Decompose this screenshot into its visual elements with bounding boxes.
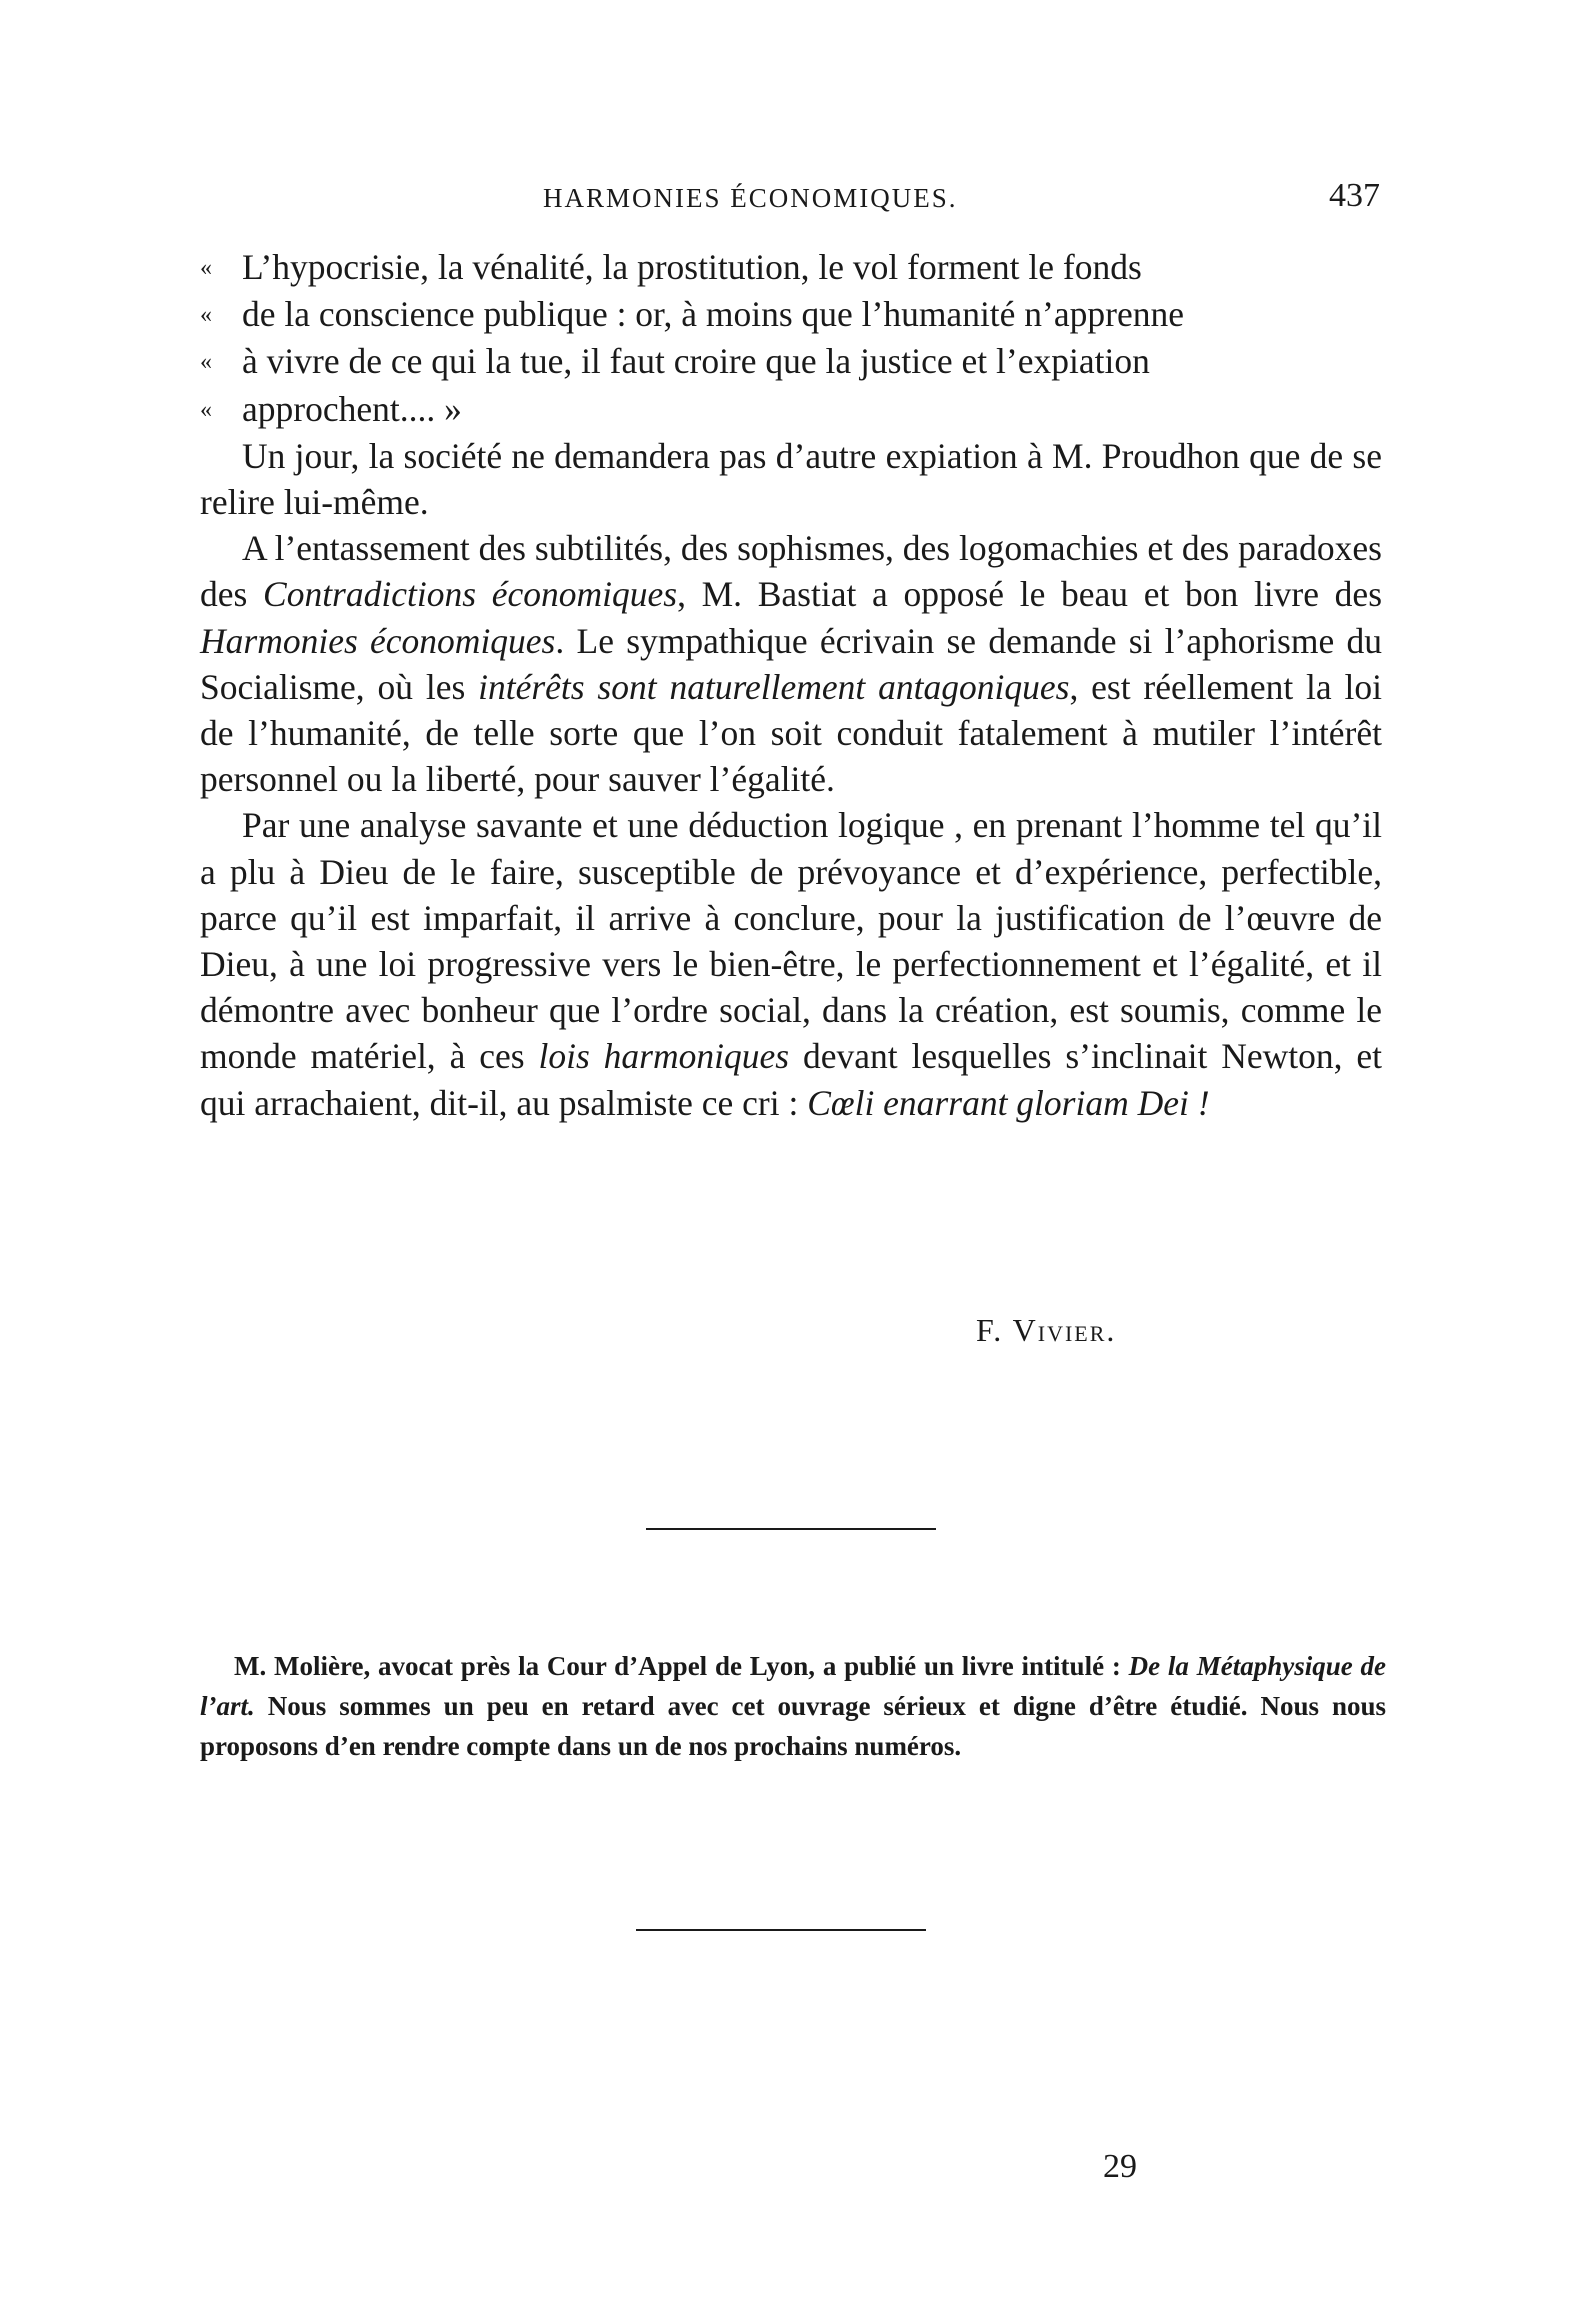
- book-title-metaphysique: De la Métaphysique de l’art.: [200, 1651, 1386, 1721]
- quote-mark: «: [200, 349, 212, 376]
- main-text: [200, 244, 1382, 1126]
- section-divider: [646, 1528, 936, 1530]
- quote-line: « à vivre de ce qui la tue, il faut croire que la justice et l’expiation: [200, 338, 1382, 385]
- paragraph-2: A l’entassement des subtilités, des sophismes, des logomachies et des paradoxes des Contradictions économiques, M. Bastiat a opposé le beau et bon livre des Harmonies économiques. Le sympathique écrivain se demande si l’aphorisme du Socialisme, où les intérêts sont naturellement antagoniques, est réellement la loi de l’humanité, de telle sorte que l’on soit conduit fatalement à mutiler l’intérêt personnel ou la liberté, pour sauver l’égalité.: [200, 528, 1383, 800]
- paragraph-3: Par une analyse savante et une déduction logique , en prenant l’homme tel qu’il a plu à Dieu de le faire, susceptible de prévoyance et d’expérience, perfectible, parce qu’il est imparfait, il arrive à conclure, pour la justification de l’œuvre de Dieu, à une loi progressive vers le bien-être, le perfectionnement et l’égalité, et il démontre avec bonheur que l’ordre social, dans la création, est soumis, comme le monde matériel, à ces lois harmoniques devant lesquelles s’inclinait Newton, et qui arrachaient, dit-il, au psalmiste ce cri : Cœli enarrant gloriam Dei !: [200, 805, 1382, 1123]
- quote-line: « de la conscience publique : or, à moins que l’humanité n’apprenne: [200, 291, 1382, 338]
- latin-quote: Cœli enarrant gloriam Dei !: [807, 1082, 1210, 1123]
- quote-line: « L’hypocrisie, la vénalité, la prostitution, le vol forment le fonds: [200, 244, 1382, 291]
- book-title-harmonies: Harmonies économiques: [200, 620, 556, 661]
- book-title-contradictions: Contradictions économiques: [263, 574, 678, 615]
- paragraph-1: Un jour, la société ne demandera pas d’autre expiation à M. Proudhon que de se relire lui-même.: [200, 435, 1382, 523]
- running-title: HARMONIES ÉCONOMIQUES.: [543, 183, 958, 213]
- quotation-block: [200, 244, 1382, 433]
- quote-line: « approchent.... »: [200, 386, 1382, 433]
- page-number: 437: [1329, 177, 1380, 214]
- italic-phrase: intérêts sont naturellement antagoniques: [478, 666, 1070, 707]
- quote-mark: «: [200, 302, 212, 329]
- author-signature: F. Vivier.: [976, 1312, 1117, 1348]
- editorial-note: M. Molière, avocat près la Cour d’Appel de Lyon, a publié un livre intitulé : De la Métaphysique de l’art. Nous sommes un peu en retard avec cet ouvrage sérieux et digne d’être étudié. Nous nous proposons d’en rendre compte dans un de nos prochains numéros.: [200, 1651, 1386, 1761]
- signature-mark: 29: [1103, 2148, 1137, 2185]
- quote-mark: «: [200, 255, 212, 281]
- running-head: [238, 177, 1380, 223]
- section-divider: [636, 1929, 926, 1931]
- quote-mark: «: [200, 396, 212, 423]
- italic-phrase: lois harmoniques: [538, 1036, 790, 1077]
